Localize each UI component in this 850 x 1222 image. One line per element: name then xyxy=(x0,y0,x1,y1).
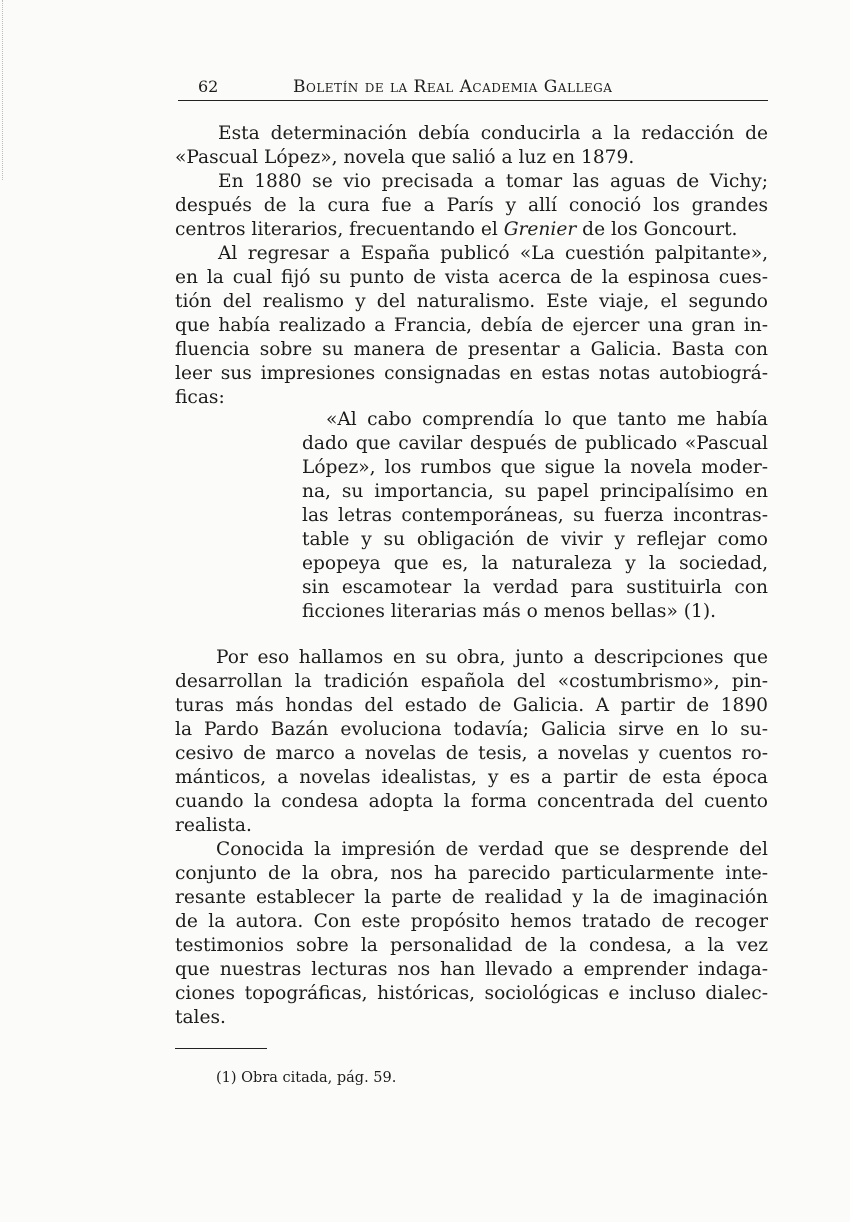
text-line: desarrollan la tradición española del «costumbrismo», pin- xyxy=(175,671,768,692)
text-line: Esta determinación debía conducirla a la redacción de xyxy=(218,123,768,144)
text-line: tales. xyxy=(175,1007,226,1028)
text-line: mánticos, a novelas idealistas, y es a partir de esta época xyxy=(175,767,768,788)
quote-line: table y su obligación de vivir y reflejar como xyxy=(302,529,768,550)
text-line: ficas: xyxy=(175,387,225,408)
text-line: En 1880 se vio precisada a tomar las aguas de Vichy; xyxy=(218,171,768,192)
journal-title: Boletín de la Real Academia Gallega xyxy=(293,77,613,97)
footnote-rule xyxy=(175,1048,267,1049)
quote-line: las letras contemporáneas, su fuerza incontras- xyxy=(302,505,768,526)
quote-line: dado que cavilar después de publicado «Pascual xyxy=(302,433,768,454)
quote-line: sin escamotear la verdad para sustituirla con xyxy=(302,577,768,598)
text-line: «Pascual López», novela que salió a luz en 1879. xyxy=(175,147,635,168)
text-line: ciones topográficas, históricas, sociológicas e incluso dialec- xyxy=(175,983,768,1004)
text-line: testimonios sobre la personalidad de la condesa, a la vez xyxy=(175,935,768,956)
quote-line: na, su importancia, su papel principalísimo en xyxy=(302,481,768,502)
text-line: cesivo de marco a novelas de tesis, a novelas y cuentos ro- xyxy=(175,743,768,764)
text-line: resante establecer la parte de realidad y la de imaginación xyxy=(175,887,768,908)
running-header xyxy=(178,76,768,101)
text-line: leer sus impresiones consignadas en estas notas autobiográ- xyxy=(175,363,768,384)
text-line: la Pardo Bazán evoluciona todavía; Galicia sirve en lo su- xyxy=(175,719,768,740)
text-line: cuando la condesa adopta la forma concentrada del cuento xyxy=(175,791,768,812)
text-line: que había realizado a Francia, debía de ejercer una gran in- xyxy=(175,315,768,336)
quote-line: «Al cabo comprendía lo que tanto me había xyxy=(326,409,768,430)
text-line: de la autora. Con este propósito hemos tratado de recoger xyxy=(175,911,768,932)
text-line: en la cual fijó su punto de vista acerca de la espinosa cues- xyxy=(175,267,768,288)
italic-word: Grenier xyxy=(503,219,577,240)
text-line: centros literarios, frecuentando el Grenier de los Goncourt. xyxy=(175,219,738,240)
scan-edge-mark xyxy=(2,0,6,180)
text-line: Por eso hallamos en su obra, junto a descripciones que xyxy=(216,647,768,668)
quote-line: López», los rumbos que sigue la novela moder- xyxy=(302,457,768,478)
text-line: que nuestras lecturas nos han llevado a emprender indaga- xyxy=(175,959,768,980)
text-line: conjunto de la obra, nos ha parecido particularmente inte- xyxy=(175,863,768,884)
text-line: fluencia sobre su manera de presentar a Galicia. Basta con xyxy=(175,339,768,360)
text-line: Conocida la impresión de verdad que se desprende del xyxy=(216,839,768,860)
footnote: (1) Obra citada, pág. 59. xyxy=(216,1070,397,1086)
text-line: después de la cura fue a París y allí conoció los grandes xyxy=(175,195,768,216)
text-line: turas más hondas del estado de Galicia. A partir de 1890 xyxy=(175,695,768,716)
quote-line: epopeya que es, la naturaleza y la sociedad, xyxy=(302,553,768,574)
quote-line: ficciones literarias más o menos bellas» (1). xyxy=(302,601,717,622)
text-line: realista. xyxy=(175,815,252,836)
text-line: tión del realismo y del naturalismo. Este viaje, el segundo xyxy=(175,291,768,312)
page-number: 62 xyxy=(198,77,219,96)
text-line: Al regresar a España publicó «La cuestión palpitante», xyxy=(218,243,768,264)
